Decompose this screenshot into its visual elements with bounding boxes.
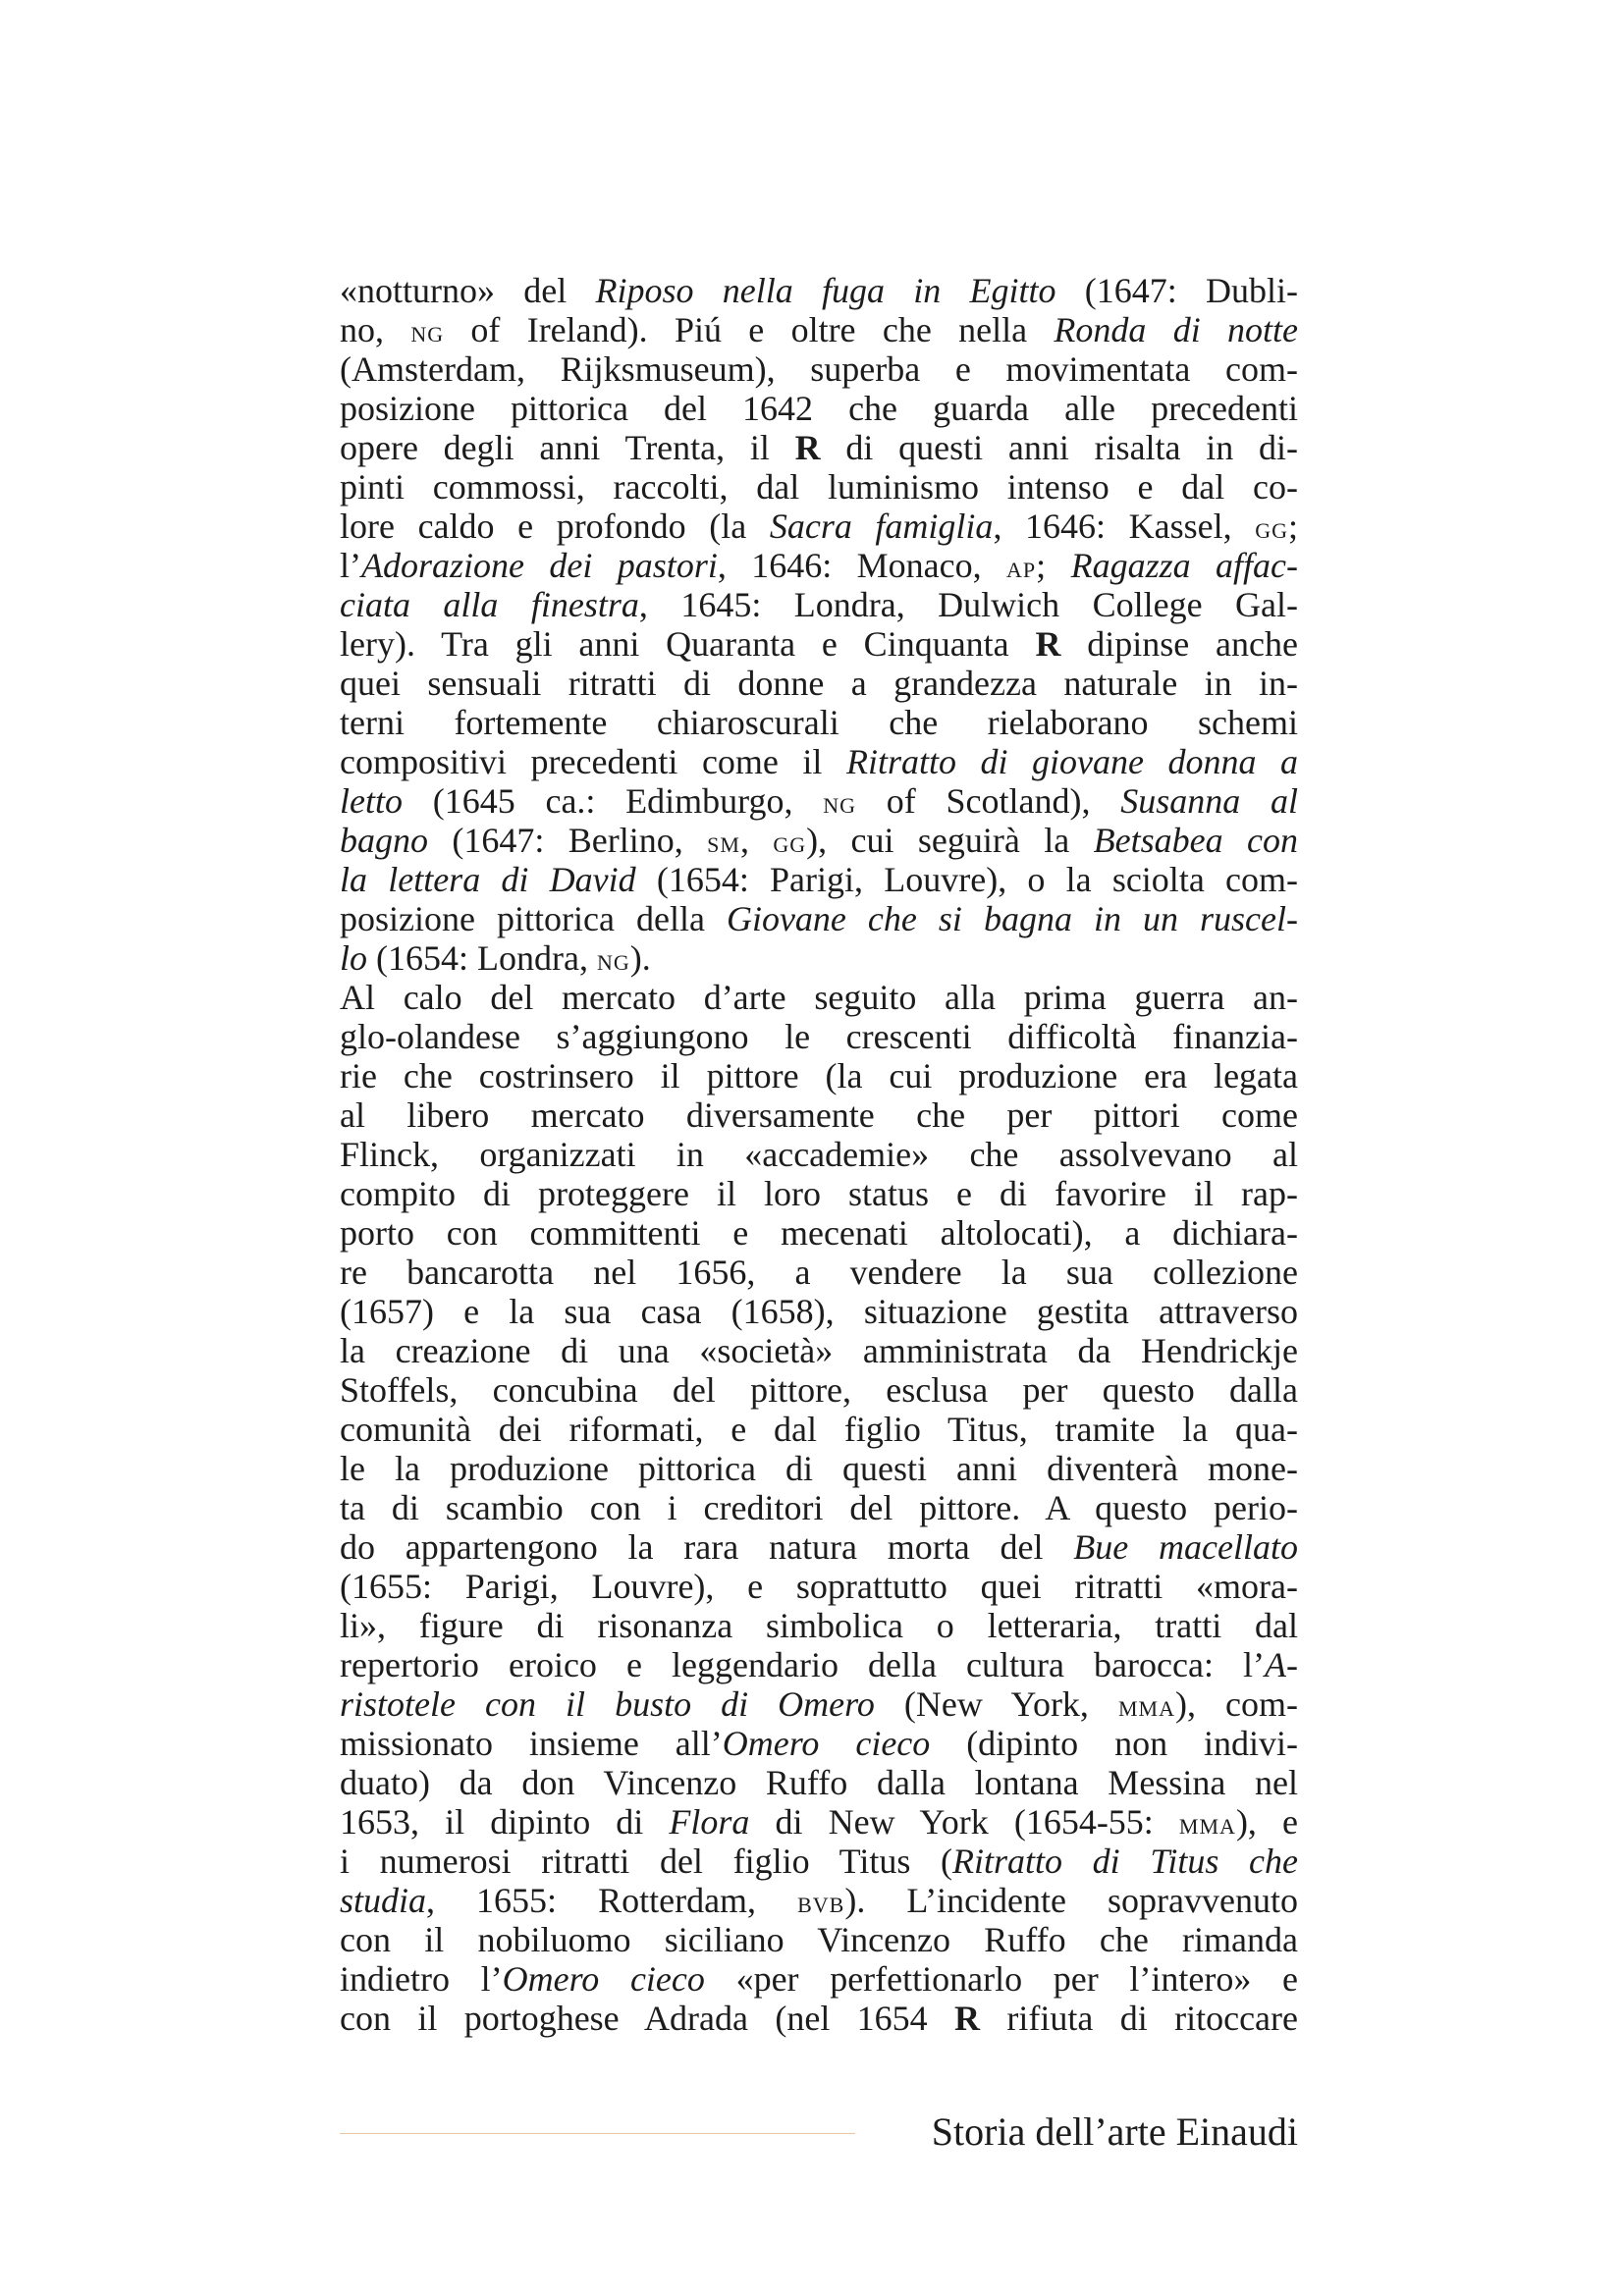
museum-abbreviation: gg — [1255, 510, 1288, 545]
italic-title: bagno — [340, 821, 428, 860]
text-segment: of Ireland). Piú e oltre che nella — [444, 310, 1055, 349]
text-segment: ). — [629, 938, 651, 978]
text-segment: do appartengono la rara natura morta del — [340, 1527, 1074, 1567]
museum-abbreviation: ap — [1006, 550, 1037, 584]
text-line — [340, 1449, 1298, 1488]
text-segment: i numerosi ritratti del figlio Titus ( — [340, 1842, 952, 1881]
italic-title: Flora — [669, 1802, 750, 1842]
text-segment: quei sensuali ritratti di donne a grandezza naturale in in- — [340, 664, 1298, 703]
text-segment: opere degli anni Trenta, il — [340, 428, 795, 467]
text-line — [340, 860, 1298, 899]
text-line — [340, 428, 1298, 467]
text-line — [340, 1724, 1298, 1763]
italic-title: Giovane che si bagna in un ruscel- — [726, 899, 1298, 938]
text-line — [340, 1959, 1298, 1999]
text-segment: , 1646: Monaco, — [717, 546, 1007, 585]
text-segment: pinti commossi, raccolti, dal luminismo intenso e dal co- — [340, 467, 1298, 507]
text-line — [340, 1292, 1298, 1331]
text-line — [340, 664, 1298, 703]
footer-title: Storia dell’arte Einaudi — [931, 2109, 1298, 2154]
text-segment: con il portoghese Adrada (nel 1654 — [340, 1999, 955, 2038]
text-line — [340, 1802, 1298, 1842]
italic-title: Ragazza affac- — [1070, 546, 1298, 585]
text-line — [340, 1567, 1298, 1606]
text-line — [340, 1331, 1298, 1370]
text-segment: con il nobiluomo siciliano Vincenzo Ruffo che rimanda — [340, 1920, 1298, 1959]
text-segment: porto con committenti e mecenati altolocati), a dichiara- — [340, 1213, 1298, 1253]
text-segment: al libero mercato diversamente che per pittori come — [340, 1095, 1298, 1135]
text-segment: (1647: Berlino, — [428, 821, 708, 860]
text-line — [340, 781, 1298, 821]
text-segment: missionato insieme all’ — [340, 1724, 723, 1763]
page-footer — [340, 2109, 1298, 2156]
text-segment: ta di scambio con i creditori del pittore. A questo perio- — [340, 1488, 1298, 1527]
text-line — [340, 821, 1298, 860]
text-line — [340, 1999, 1298, 2038]
italic-title: Ronda di notte — [1054, 310, 1298, 349]
italic-title: letto — [340, 781, 403, 821]
text-segment: li», figure di risonanza simbolica o letteraria, tratti dal — [340, 1606, 1298, 1645]
text-segment: (1655: Parigi, Louvre), e soprattutto quei ritratti «mora- — [340, 1567, 1298, 1606]
text-segment: le la produzione pittorica di questi anni diventerà mone- — [340, 1449, 1298, 1488]
text-segment: 1653, il dipinto di — [340, 1802, 670, 1842]
museum-abbreviation: mma — [1117, 1688, 1175, 1723]
bold-initial: R — [954, 1999, 981, 2038]
text-segment: rifiuta di ritoccare — [980, 1999, 1298, 2038]
text-line — [340, 1135, 1298, 1174]
text-line — [340, 1174, 1298, 1213]
italic-title: studia — [340, 1881, 427, 1920]
text-segment: , 1646: Kassel, — [993, 507, 1256, 546]
text-segment: ), e — [1235, 1802, 1299, 1842]
text-segment: of Scotland), — [856, 781, 1121, 821]
museum-abbreviation: sm — [707, 825, 740, 859]
museum-abbreviation: ng — [410, 314, 445, 348]
text-line — [340, 546, 1298, 585]
text-segment: «notturno» del — [340, 271, 596, 310]
text-segment: , 1645: Londra, Dulwich College Gal- — [638, 585, 1298, 624]
text-line — [340, 1056, 1298, 1095]
text-segment: (1654: Parigi, Louvre), o la sciolta com- — [635, 860, 1298, 899]
museum-abbreviation: ng — [596, 942, 630, 977]
text-segment: di New York (1654-55: — [749, 1802, 1179, 1842]
text-segment: ). L’incidente sopravvenuto — [844, 1881, 1299, 1920]
text-line — [340, 1763, 1298, 1802]
text-segment: (Amsterdam, Rijksmuseum), superba e movimentata com- — [340, 349, 1298, 389]
text-line — [340, 899, 1298, 938]
text-segment: l’ — [340, 546, 361, 585]
italic-title: Susanna al — [1120, 781, 1298, 821]
text-segment: duato) da don Vincenzo Ruffo dalla lontana Messina nel — [340, 1763, 1298, 1802]
text-line — [340, 1645, 1298, 1684]
italic-title: la lettera di David — [340, 860, 636, 899]
body-text — [340, 271, 1298, 2038]
text-line — [340, 1606, 1298, 1645]
text-segment: , — [739, 821, 774, 860]
text-segment: ), cui seguirà la — [806, 821, 1094, 860]
text-segment: , 1655: Rotterdam, — [426, 1881, 798, 1920]
text-segment: lore caldo e profondo (la — [340, 507, 770, 546]
italic-title: Betsabea con — [1093, 821, 1299, 860]
text-line — [340, 624, 1298, 664]
museum-abbreviation: ng — [823, 785, 857, 820]
italic-title: Sacra famiglia — [769, 507, 994, 546]
text-segment: indietro l’ — [340, 1959, 503, 1999]
text-line — [340, 1095, 1298, 1135]
text-segment: posizione pittorica della — [340, 899, 727, 938]
italic-title: Ritratto di giovane donna a — [845, 742, 1298, 781]
italic-title: Bue macellato — [1073, 1527, 1298, 1567]
italic-title: Riposo nella fuga in Egitto — [595, 271, 1056, 310]
text-segment: glo-olandese s’aggiungono le crescenti difficoltà finanzia- — [340, 1017, 1298, 1056]
text-segment: dipinse anche — [1060, 624, 1298, 664]
text-segment: ; — [1036, 546, 1071, 585]
text-line — [340, 1488, 1298, 1527]
text-line — [340, 1370, 1298, 1410]
text-segment: lery). Tra gli anni Quaranta e Cinquanta — [340, 624, 1036, 664]
text-segment: Stoffels, concubina del pittore, esclusa per questo dalla — [340, 1370, 1298, 1410]
text-line — [340, 467, 1298, 507]
museum-abbreviation: bvb — [797, 1885, 845, 1919]
text-line — [340, 310, 1298, 349]
italic-title: A- — [1265, 1645, 1298, 1684]
text-line — [340, 1410, 1298, 1449]
text-segment: (1654: Londra, — [367, 938, 597, 978]
italic-title: Adorazione dei pastori — [361, 546, 718, 585]
text-segment: re bancarotta nel 1656, a vendere la sua collezione — [340, 1253, 1298, 1292]
text-line — [340, 742, 1298, 781]
text-line — [340, 1017, 1298, 1056]
text-segment: no, — [340, 310, 411, 349]
italic-title: lo — [340, 938, 368, 978]
text-segment: (dipinto non indivi- — [930, 1724, 1298, 1763]
text-segment: compito di proteggere il loro status e di favorire il rap- — [340, 1174, 1298, 1213]
text-segment: di questi anni risalta in di- — [820, 428, 1299, 467]
text-line — [340, 1881, 1298, 1920]
text-line — [340, 978, 1298, 1017]
text-segment: (1647: Dubli- — [1055, 271, 1298, 310]
text-line — [340, 585, 1298, 624]
text-segment: repertorio eroico e leggendario della cultura barocca: l’ — [340, 1645, 1266, 1684]
text-line — [340, 349, 1298, 389]
text-segment: (1645 ca.: Edimburgo, — [402, 781, 824, 821]
museum-abbreviation: gg — [773, 825, 807, 859]
italic-title: ristotele con il busto di Omero — [340, 1684, 875, 1724]
text-segment: terni fortemente chiaroscurali che rielaborano schemi — [340, 703, 1298, 742]
italic-title: Omero cieco — [502, 1959, 705, 1999]
text-segment: comunità dei riformati, e dal figlio Titus, tramite la qua- — [340, 1410, 1298, 1449]
text-segment: «per perfettionarlo per l’intero» e — [704, 1959, 1299, 1999]
footer-rule — [340, 2133, 855, 2134]
text-segment: Flinck, organizzati in «accademie» che assolvevano al — [340, 1135, 1298, 1174]
text-segment: ; — [1287, 507, 1298, 546]
italic-title: Ritratto di Titus che — [952, 1842, 1299, 1881]
text-line — [340, 1920, 1298, 1959]
text-segment: posizione pittorica del 1642 che guarda alle precedenti — [340, 389, 1298, 428]
bold-initial: R — [794, 428, 821, 467]
text-line — [340, 1684, 1298, 1724]
text-segment: la creazione di una «società» amministrata da Hendrickje — [340, 1331, 1298, 1370]
text-segment: (New York, — [874, 1684, 1118, 1724]
text-segment: ), com- — [1175, 1684, 1298, 1724]
text-segment: compositivi precedenti come il — [340, 742, 846, 781]
text-line — [340, 703, 1298, 742]
text-line — [340, 1527, 1298, 1567]
italic-title: ciata alla finestra — [340, 585, 639, 624]
text-segment: Al calo del mercato d’arte seguito alla prima guerra an- — [340, 978, 1298, 1017]
text-line — [340, 389, 1298, 428]
italic-title: Omero cieco — [722, 1724, 931, 1763]
text-line — [340, 507, 1298, 546]
text-line — [340, 1213, 1298, 1253]
text-line — [340, 1842, 1298, 1881]
text-segment: rie che costrinsero il pittore (la cui produzione era legata — [340, 1056, 1298, 1095]
text-segment: (1657) e la sua casa (1658), situazione gestita attraverso — [340, 1292, 1298, 1331]
text-line — [340, 938, 1298, 978]
museum-abbreviation: mma — [1178, 1806, 1236, 1841]
text-line — [340, 271, 1298, 310]
text-line — [340, 1253, 1298, 1292]
bold-initial: R — [1035, 624, 1061, 664]
